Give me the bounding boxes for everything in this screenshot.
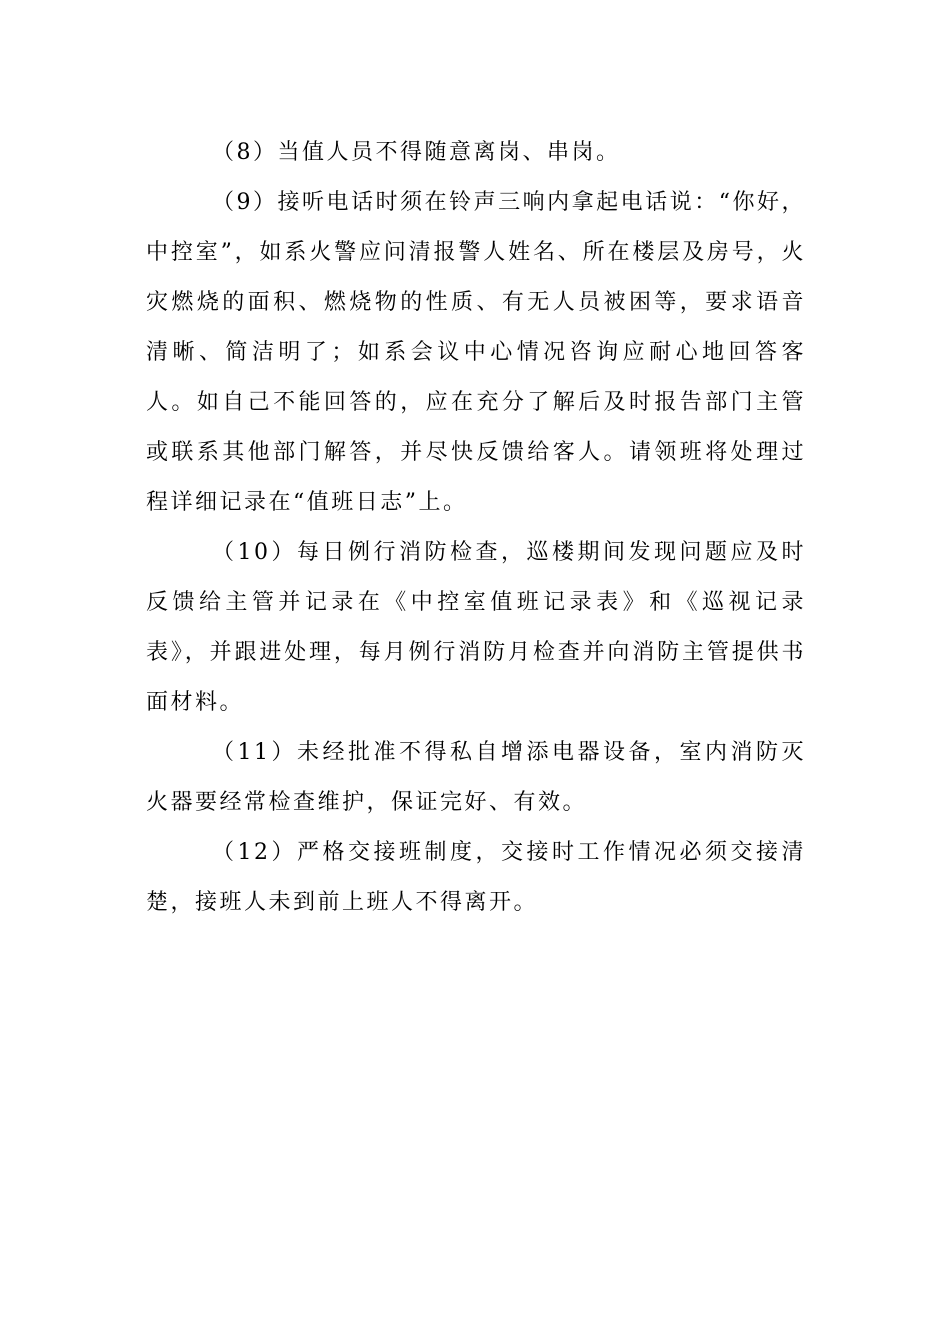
- paragraph-item-10: （10）每日例行消防检查，巡楼期间发现问题应及时反馈给主管并记录在《中控室值班记录表》和《巡视记录表》，并跟进处理，每月例行消防月检查并向消防主管提供书面材料。: [146, 540, 806, 715]
- document-body: [146, 128, 806, 928]
- paragraph-item-11: （11）未经批准不得私自增添电器设备，室内消防灭火器要经常检查维护，保证完好、有效。: [146, 740, 806, 815]
- paragraph-item-12: （12）严格交接班制度，交接时工作情况必须交接清楚，接班人未到前上班人不得离开。: [146, 840, 806, 915]
- paragraph-item-8: （8）当值人员不得随意离岗、串岗。: [212, 140, 621, 165]
- paragraph-item-9: （9）接听电话时须在铃声三响内拿起电话说：“你好，中控室”，如系火警应问清报警人姓名、所在楼层及房号，火灾燃烧的面积、燃烧物的性质、有无人员被困等，要求语音清晰、简洁明了；如系会议中心情况咨询应耐心地回答客人。如自己不能回答的，应在充分了解后及时报告部门主管或联系其他部门解答，并尽快反馈给客人。请领班将处理过程详细记录在“值班日志”上。: [146, 190, 806, 515]
